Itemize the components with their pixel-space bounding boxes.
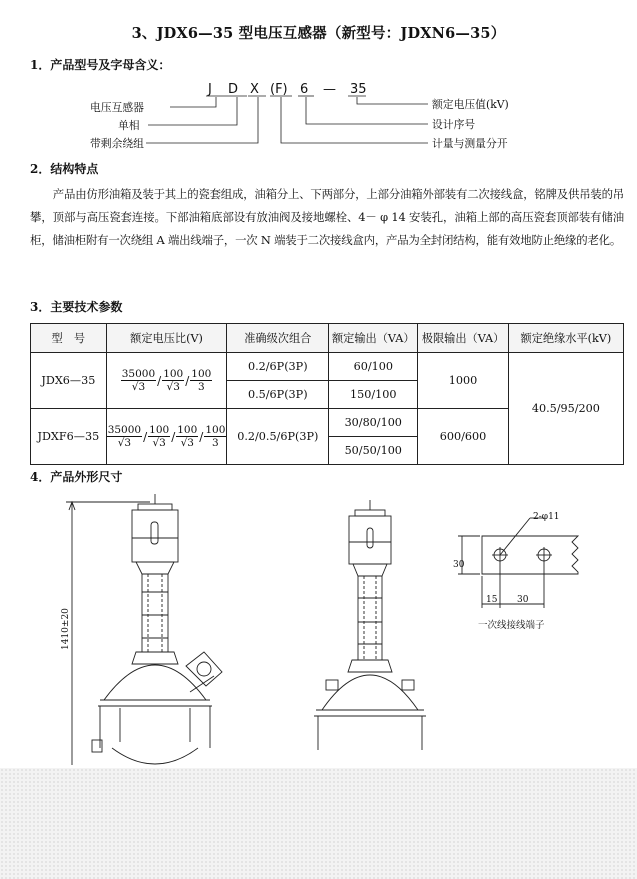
label-single-phase: 单相 — [118, 119, 140, 132]
ratio-den: √3 — [131, 381, 146, 393]
page-title: 3、JDX6—35 型电压互感器（新型号：JDXN6—35） — [131, 25, 506, 42]
cell-model: JDXF6—35 — [31, 409, 107, 465]
ratio-den: √3 — [117, 437, 132, 449]
cell-limit-output: 1000 — [418, 353, 508, 409]
section3-heading: 3．主要技术参数 — [30, 300, 123, 314]
cell-voltage-ratio: $\frac{35000}{√3}$ / $\frac{100}{√3}$ / $\frac{100}{3}$ — [106, 353, 227, 409]
dim-30: 30 — [517, 595, 529, 605]
cell-limit-output: 600/600 — [418, 409, 508, 465]
dim-15: 15 — [486, 595, 498, 605]
section2-heading: 2．结构特点 — [30, 162, 99, 176]
header-rated-output: 额定输出（VA） — [329, 324, 418, 353]
cell-accuracy: 0.2/0.5/6P(3P) — [227, 409, 329, 465]
label-design-serial: 设计序号 — [432, 118, 476, 131]
code-digit-6: 6 — [300, 82, 309, 97]
header-limit-output: 极限输出（VA） — [418, 324, 508, 353]
ratio-num: 100 — [163, 368, 184, 380]
cell-insulation: 40.5/95/200 — [508, 353, 623, 465]
type-code-leader-lines — [0, 0, 637, 160]
label-metering-separate: 计量与测量分开 — [432, 137, 508, 150]
code-letter-d: D — [228, 82, 239, 97]
ratio-num: 35000 — [121, 368, 156, 380]
spec-table — [30, 323, 624, 465]
header-model: 型 号 — [31, 324, 107, 353]
ratio-num: 35000 — [107, 424, 142, 436]
code-voltage-35: 35 — [350, 82, 367, 97]
table-header-row — [31, 324, 624, 353]
code-dash: — — [323, 82, 336, 97]
cell-rated-output: 60/100 — [329, 353, 418, 381]
cell-voltage-ratio: $\frac{35000}{√3}$ / $\frac{100}{√3}$ / $\frac{100}{√3}$ / $\frac{100}{3}$ — [106, 409, 227, 465]
hole-label: 2-φ11 — [533, 512, 560, 522]
cell-model: JDX6—35 — [31, 353, 107, 409]
code-letter-x: X — [250, 82, 259, 97]
ratio-num: 100 — [205, 424, 226, 436]
cell-rated-output: 50/50/100 — [329, 437, 418, 465]
label-voltage-transformer: 电压互感器 — [90, 101, 144, 114]
cell-rated-output: 150/100 — [329, 381, 418, 409]
cell-rated-output: 30/80/100 — [329, 409, 418, 437]
ratio-den: √3 — [166, 381, 180, 393]
section1-heading: 1．产品型号及字母含义： — [30, 58, 171, 72]
code-letter-f: (F) — [270, 82, 288, 97]
header-insulation: 额定绝缘水平(kV) — [508, 324, 623, 353]
label-residual-winding: 带剩余绕组 — [90, 137, 144, 150]
ratio-den: √3 — [180, 437, 194, 449]
ratio-num: 100 — [149, 424, 170, 436]
front-view-transformer — [92, 494, 222, 764]
structure-description — [30, 183, 624, 252]
header-accuracy: 准确级次组合 — [227, 324, 329, 353]
label-rated-voltage: 额定电压值(kV) — [432, 98, 509, 111]
dotted-scan-area — [0, 768, 637, 879]
dim-30-vertical: 30 — [453, 560, 465, 570]
ratio-den: 3 — [212, 437, 219, 449]
cell-accuracy: 0.2/6P(3P) — [227, 353, 329, 381]
terminal-caption: 一次线接线端子 — [478, 620, 545, 631]
header-voltage-ratio: 额定电压比(V) — [106, 324, 227, 353]
ratio-den: √3 — [152, 437, 166, 449]
code-letter-j: J — [208, 82, 212, 97]
table-row — [31, 353, 624, 381]
structure-text: 产品由仿形油箱及装于其上的瓷套组成，油箱分上、下两部分，上部分油箱外部装有二次接线盒，铭牌及供吊装的吊攀，顶部与高压瓷套连接。下部油箱底部设有放油阀及接地螺栓、4－ φ 14 安装孔，油箱上部的高压瓷套顶部装有储油柜，储油柜附有一次绕组 A 端出线端子，一次 N 端装于二次接线盒内，产品为全封闭结构，能有效地防止绝缘的老化。 — [30, 187, 624, 247]
side-view-transformer — [314, 500, 426, 750]
section4-heading: 4．产品外形尺寸 — [30, 470, 123, 484]
ratio-num: 100 — [177, 424, 198, 436]
ratio-den: 3 — [197, 381, 205, 393]
ratio-num: 100 — [191, 368, 212, 380]
cell-accuracy: 0.5/6P(3P) — [227, 381, 329, 409]
height-dimension-label: 1410±20 — [61, 608, 71, 650]
